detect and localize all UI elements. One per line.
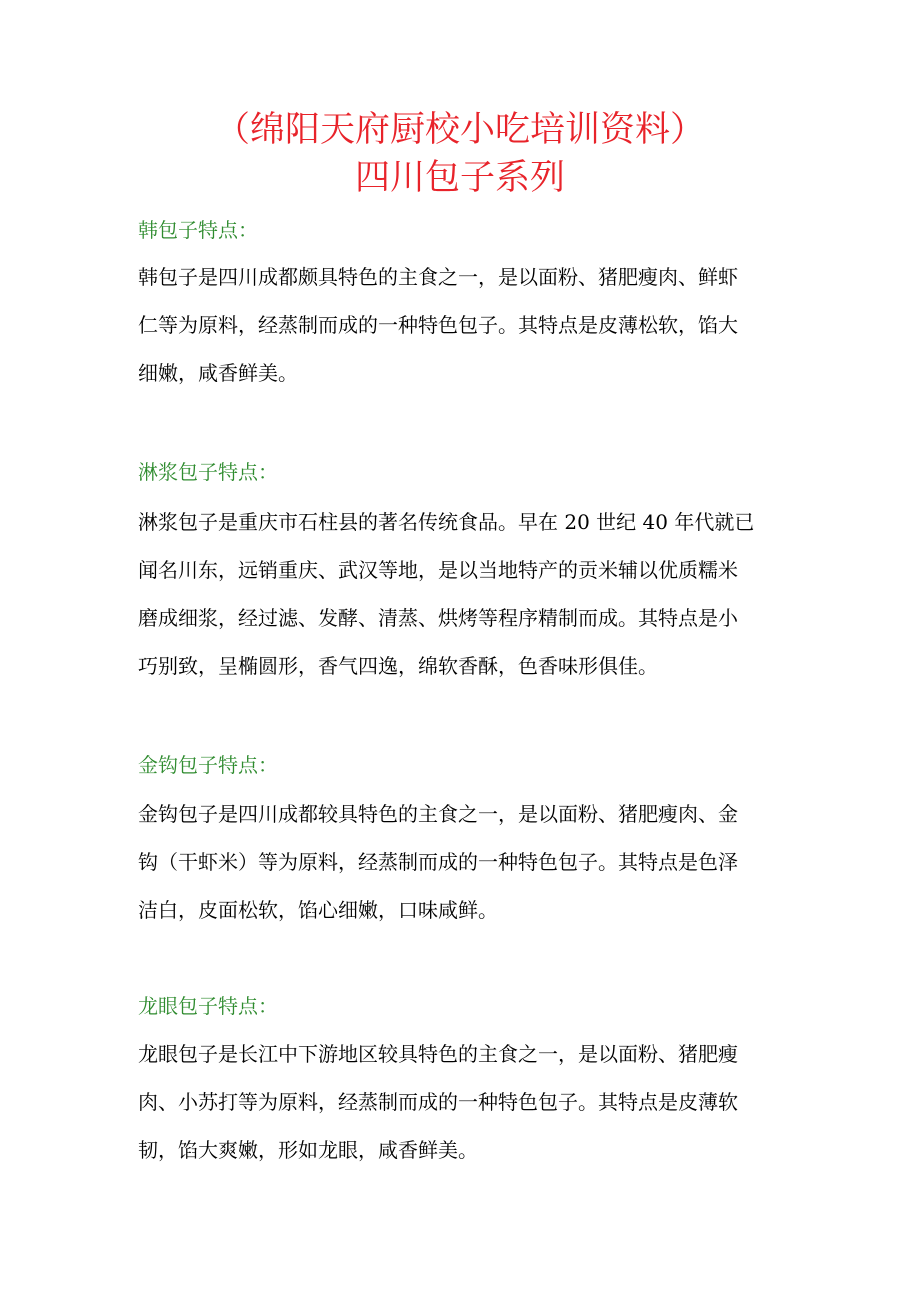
document-title-line-1: （绵阳天府厨校小吃培训资料）	[214, 110, 705, 150]
paragraph-line: 闻名川东，远销重庆、武汉等地，是以当地特产的贡米辅以优质糯米	[138, 558, 738, 582]
section-heading-jingou-baozi: 金钩包子特点：	[138, 753, 278, 777]
section-body-longyan-baozi	[138, 1030, 788, 1174]
paragraph-line: 巧别致，呈椭圆形，香气四逸，绵软香酥，色香味形俱佳。	[138, 654, 658, 678]
section-body-han-baozi	[138, 253, 788, 397]
paragraph-line: 韧，馅大爽嫩，形如龙眼，咸香鲜美。	[138, 1138, 478, 1162]
section-heading-han-baozi: 韩包子特点：	[138, 218, 258, 242]
paragraph-line: 肉、小苏打等为原料，经蒸制而成的一种特色包子。其特点是皮薄软	[138, 1090, 738, 1114]
paragraph-line: 钩（干虾米）等为原料，经蒸制而成的一种特色包子。其特点是色泽	[138, 850, 738, 874]
section-heading-longyan-baozi: 龙眼包子特点：	[138, 994, 278, 1018]
paragraph-line: 仁等为原料，经蒸制而成的一种特色包子。其特点是皮薄松软，馅大	[138, 313, 738, 337]
paragraph-line: 淋浆包子是重庆市石柱县的著名传统食品。早在 20 世纪 40 年代就已	[138, 510, 755, 534]
section-body-jingou-baozi	[138, 790, 788, 934]
section-body-linjiang-baozi	[138, 498, 788, 690]
paragraph-line: 韩包子是四川成都颇具特色的主食之一，是以面粉、猪肥瘦肉、鲜虾	[138, 265, 738, 289]
section-heading-linjiang-baozi: 淋浆包子特点：	[138, 460, 278, 484]
document-title-line-2: 四川包子系列	[354, 158, 565, 198]
paragraph-line: 龙眼包子是长江中下游地区较具特色的主食之一，是以面粉、猪肥瘦	[138, 1042, 738, 1066]
paragraph-line: 磨成细浆，经过滤、发酵、清蒸、烘烤等程序精制而成。其特点是小	[138, 606, 738, 630]
paragraph-line: 金钩包子是四川成都较具特色的主食之一，是以面粉、猪肥瘦肉、金	[138, 802, 738, 826]
paragraph-line: 洁白，皮面松软，馅心细嫩，口味咸鲜。	[138, 898, 498, 922]
paragraph-line: 细嫩，咸香鲜美。	[138, 361, 298, 385]
